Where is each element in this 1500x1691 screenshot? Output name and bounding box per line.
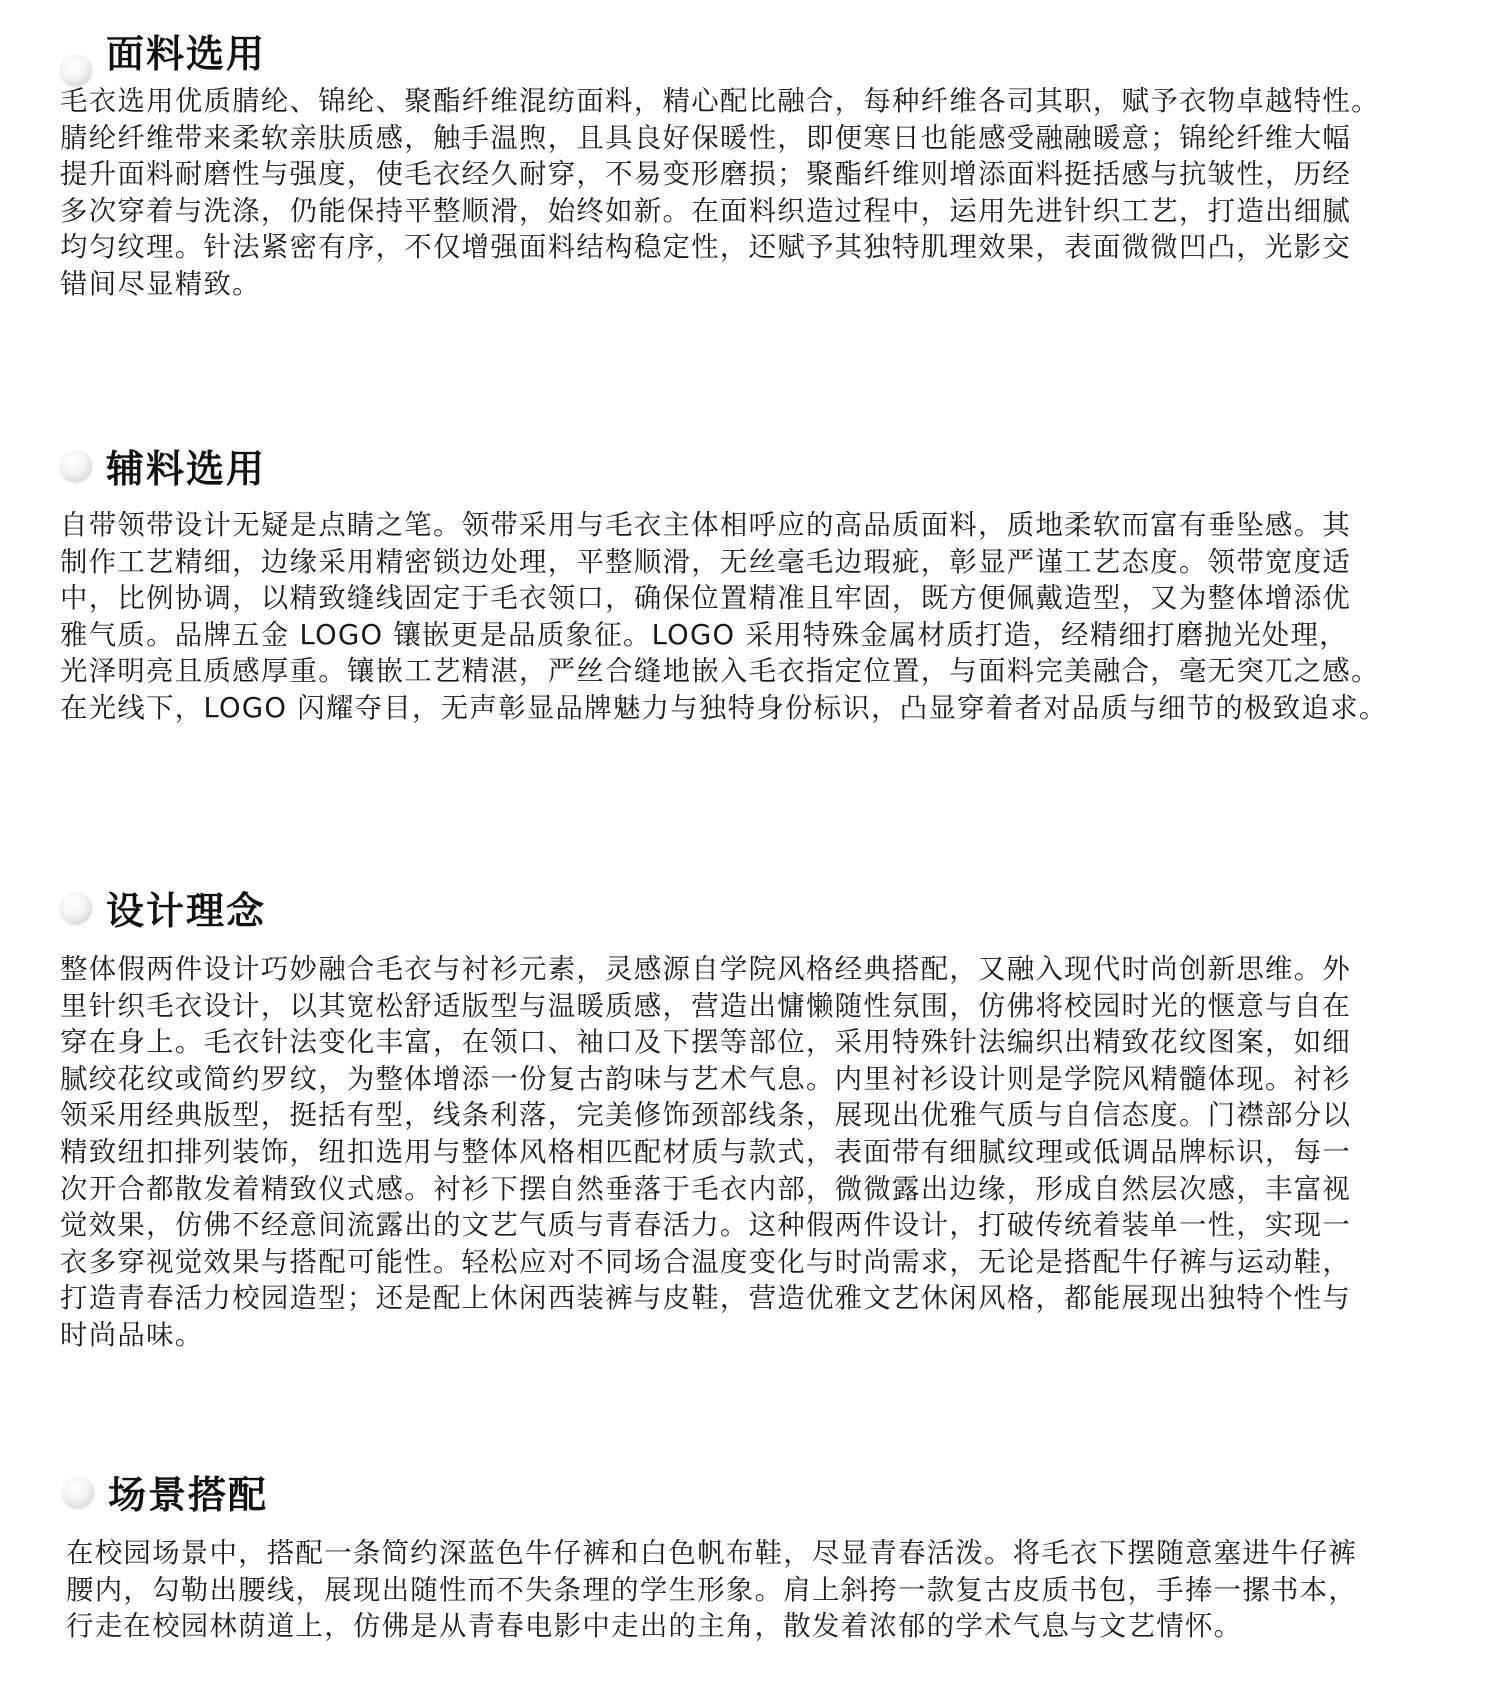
body-line: 毛衣选用优质腈纶、锦纶、聚酯纤维混纺面料，精心配比融合，每种纤维各司其职，赋予衣物卓越特性。	[60, 86, 1380, 117]
body-line: 穿在身上。毛衣针法变化丰富，在领口、袖口及下摆等部位，采用特殊针法编织出精致花纹图案，如细	[60, 1027, 1352, 1059]
body-line: 错间尽显精致。	[60, 268, 261, 300]
body-line: 雅气质。品牌五金 LOGO 镶嵌更是品质象征。LOGO 采用特殊金属材质打造，经精细打磨抛光处理，	[60, 619, 1348, 651]
body-line: 在校园场景中，搭配一条简约深蓝色牛仔裤和白色帆布鞋，尽显青春活泼。将毛衣下摆随意塞进牛仔裤	[66, 1538, 1358, 1569]
heading-text: 设计理念	[106, 889, 267, 933]
section-body	[60, 84, 1485, 304]
body-line: 腻绞花纹或简约罗纹，为整体增添一份复古韵味与艺术气息。内里衬衫设计则是学院风精髓体现。衬衫	[60, 1063, 1352, 1095]
body-line: 打造青春活力校园造型；还是配上休闲西装裤与皮鞋，营造优雅文艺休闲风格，都能展现出独特个性与	[60, 1283, 1352, 1315]
body-line: 次开合都散发着精致仪式感。衬衫下摆自然垂落于毛衣内部，微微露出边缘，形成自然层次感，丰富视	[60, 1173, 1352, 1205]
body-line: 精致纽扣排列装饰，纽扣选用与整体风格相匹配材质与款式，表面带有细腻纹理或低调品牌标识，每一	[60, 1136, 1352, 1168]
body-line: 时尚品味。	[60, 1319, 204, 1351]
body-line: 在光线下，LOGO 闪耀夺目，无声彰显品牌魅力与独特身份标识，凸显穿着者对品质与细节的极致追求。	[60, 692, 1388, 724]
body-line: 光泽明亮且质感厚重。镶嵌工艺精湛，严丝合缝地嵌入毛衣指定位置，与面料完美融合，毫无突兀之感。	[60, 656, 1380, 688]
body-line: 衣多穿视觉效果与搭配可能性。轻松应对不同场合温度变化与时尚需求，无论是搭配牛仔裤与运动鞋，	[60, 1246, 1352, 1278]
heading-text: 辅料选用	[106, 447, 267, 491]
body-line: 制作工艺精细，边缘采用精密锁边处理，平整顺滑，无丝毫毛边瑕疵，彰显严谨工艺态度。领带宽度适	[60, 546, 1352, 578]
body-line: 领采用经典版型，挺括有型，线条利落，完美修饰颈部线条，展现出优雅气质与自信态度。门襟部分以	[60, 1100, 1352, 1132]
body-line: 自带领带设计无疑是点睛之笔。领带采用与毛衣主体相呼应的高品质面料，质地柔软而富有垂坠感。其	[60, 510, 1352, 541]
section-heading	[60, 438, 266, 493]
section-heading	[60, 14, 266, 86]
section-heading	[60, 880, 266, 935]
body-line: 行走在校园林荫道上，仿佛是从青春电影中走出的主角，散发着浓郁的学术气息与文艺情怀。	[66, 1611, 1243, 1643]
circle-bullet-icon	[60, 892, 92, 924]
body-line: 中，比例协调，以精致缝线固定于毛衣领口，确保位置精准且牢固，既方便佩戴造型，又为整体增添优	[60, 583, 1352, 615]
body-line: 腰内，勾勒出腰线，展现出随性而不失条理的学生形象。肩上斜挎一款复古皮质书包，手捧一摞书本，	[66, 1574, 1358, 1606]
circle-bullet-icon	[60, 450, 92, 482]
heading-text: 面料选用	[106, 31, 267, 76]
body-line: 整体假两件设计巧妙融合毛衣与衬衫元素，灵感源自学院风格经典搭配，又融入现代时尚创新思维。外	[60, 954, 1352, 985]
section-body	[60, 952, 1485, 1355]
body-line: 觉效果，仿佛不经意间流露出的文艺气质与青春活力。这种假两件设计，打破传统着装单一性，实现一	[60, 1210, 1352, 1242]
body-line: 里针织毛衣设计，以其宽松舒适版型与温暖质感，营造出慵懒随性氛围，仿佛将校园时光的惬意与自在	[60, 990, 1352, 1022]
body-line: 多次穿着与洗涤，仍能保持平整顺滑，始终如新。在面料织造过程中，运用先进针织工艺，打造出细腻	[60, 195, 1352, 227]
section-body	[60, 508, 1485, 728]
body-line: 均匀纹理。针法紧密有序，不仅增强面料结构稳定性，还赋予其独特肌理效果，表面微微凹凸，光影交	[60, 232, 1352, 264]
heading-text: 场景搭配	[108, 1473, 269, 1517]
section-heading	[62, 1464, 268, 1519]
section-body	[66, 1536, 1491, 1646]
body-line: 腈纶纤维带来柔软亲肤质感，触手温煦，且具良好保暖性，即便寒日也能感受融融暖意；锦纶纤维大幅	[60, 122, 1352, 154]
body-line: 提升面料耐磨性与强度，使毛衣经久耐穿，不易变形磨损；聚酯纤维则增添面料挺括感与抗皱性，历经	[60, 159, 1352, 191]
circle-bullet-icon	[62, 1476, 94, 1508]
circle-bullet-icon	[60, 54, 92, 86]
